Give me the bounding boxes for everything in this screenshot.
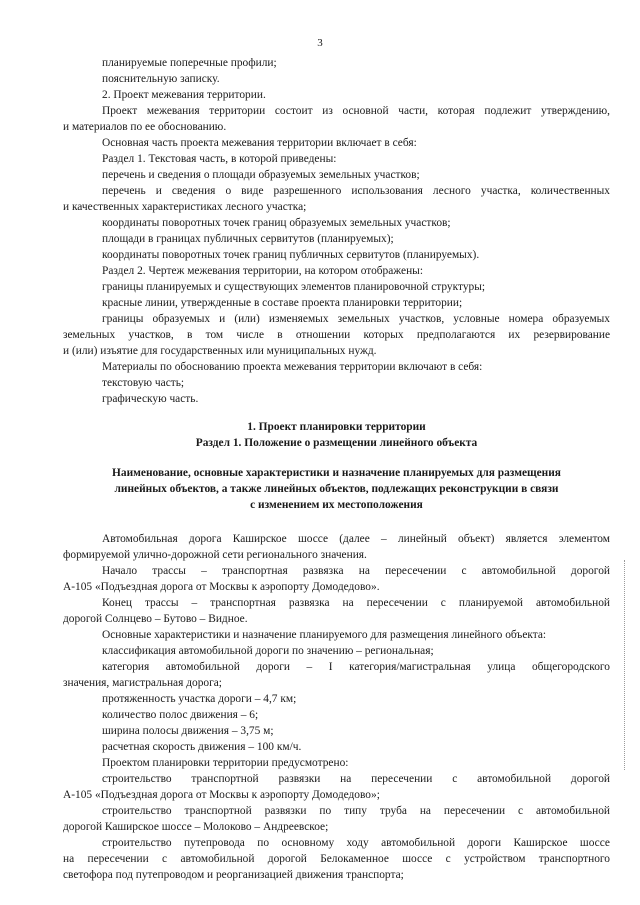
intro-line: и качественных характеристиках лесного участка; <box>63 201 307 213</box>
intro-line: Проект межевания территории состоит из основной части, которая подлежит утверждению, <box>102 105 610 117</box>
body-line: количество полос движения – 6; <box>102 709 259 721</box>
body-line: А-105 «Подъездная дорога от Москвы к аэропорту Домодедово»; <box>63 789 380 801</box>
subheading: Наименование, основные характеристики и назначение планируемых для размещения <box>112 467 561 479</box>
subheading: с изменением их местоположения <box>250 499 423 511</box>
body-line: дорогой Солнцево – Бутово – Видное. <box>63 613 248 625</box>
body-line: светофора под путепроводом и реорганизацией движения транспорта; <box>63 869 404 881</box>
intro-line: 2. Проект межевания территории. <box>102 89 266 101</box>
body-line: строительство транспортной развязки на пересечении с автомобильной дорогой <box>102 773 610 785</box>
intro-line: планируемые поперечные профили; <box>102 57 277 69</box>
body-line: на пересечении с автомобильной дорогой Белокаменное шоссе с устройством транспортного <box>63 853 610 865</box>
body-line: формируемой улично-дорожной сети регионального значения. <box>63 549 367 561</box>
intro-line: перечень и сведения о виде разрешенного использования лесного участка, количественных <box>102 185 610 197</box>
intro-line: и материалов по ее обоснованию. <box>63 121 227 133</box>
intro-line: текстовую часть; <box>102 377 185 389</box>
intro-line: пояснительную записку. <box>102 73 220 85</box>
intro-line: графическую часть. <box>102 393 199 405</box>
intro-line: границы образуемых и (или) изменяемых земельных участков, условные номера образуемых <box>102 313 610 325</box>
scan-edge-mark <box>624 560 627 770</box>
body-line: значения, магистральная дорога; <box>63 677 222 689</box>
intro-line: красные линии, утвержденные в составе проекта планировки территории; <box>102 297 463 309</box>
intro-line: координаты поворотных точек границ образуемых земельных участков; <box>102 217 451 229</box>
body-line: категория автомобильной дороги – I категория/магистральная улица общегородского <box>102 661 610 673</box>
intro-line: границы планируемых и существующих элементов планировочной структуры; <box>102 281 486 293</box>
section-heading: 1. Проект планировки территории <box>247 421 426 433</box>
body-line: Конец трассы – транспортная развязка на пересечении с планируемой автомобильной <box>102 597 610 609</box>
intro-line: Материалы по обоснованию проекта межевания территории включают в себя: <box>102 361 483 373</box>
body-line: строительство транспортной развязки по типу труба на пересечении с автомобильной <box>102 805 610 817</box>
section-heading: Раздел 1. Положение о размещении линейного объекта <box>195 437 478 449</box>
body-line: Автомобильная дорога Каширское шоссе (далее – линейный объект) является элементом <box>102 533 610 545</box>
intro-line: земельных участков, в том числе в отношении которых предполагаются их резервирование <box>63 329 610 341</box>
intro-line: перечень и сведения о площади образуемых земельных участков; <box>102 169 420 181</box>
intro-line: и (или) изъятие для государственных или муниципальных нужд. <box>63 345 377 357</box>
intro-line: координаты поворотных точек границ публичных сервитутов (планируемых). <box>102 249 480 261</box>
intro-line: Основная часть проекта межевания территории включает в себя: <box>102 137 417 149</box>
page-number: 3 <box>317 37 323 49</box>
body-line: протяженность участка дороги – 4,7 км; <box>102 693 297 705</box>
body-line: строительство путепровода по основному ходу автомобильной дороги Каширское шоссе <box>102 837 610 849</box>
subheading: линейных объектов, а также линейных объектов, подлежащих реконструкции в связи <box>114 483 559 495</box>
intro-line: Раздел 1. Текстовая часть, в которой приведены: <box>102 153 337 165</box>
body-line: ширина полосы движения – 3,75 м; <box>102 725 274 737</box>
intro-line: Раздел 2. Чертеж межевания территории, на котором отображены: <box>102 265 423 277</box>
body-line: расчетная скорость движения – 100 км/ч. <box>102 741 302 753</box>
body-line: Основные характеристики и назначение планируемого для размещения линейного объекта: <box>102 629 547 641</box>
body-line: классификация автомобильной дороги по значению – региональная; <box>102 645 434 657</box>
body-line: А-105 «Подъездная дорога от Москвы к аэропорту Домодедово». <box>63 581 380 593</box>
body-line: Начало трассы – транспортная развязка на пересечении с автомобильной дорогой <box>102 565 610 577</box>
intro-line: площади в границах публичных сервитутов (планируемых); <box>102 233 394 245</box>
body-line: Проектом планировки территории предусмотрено: <box>102 757 349 769</box>
body-line: дорогой Каширское шоссе – Молоково – Андреевское; <box>63 821 329 833</box>
